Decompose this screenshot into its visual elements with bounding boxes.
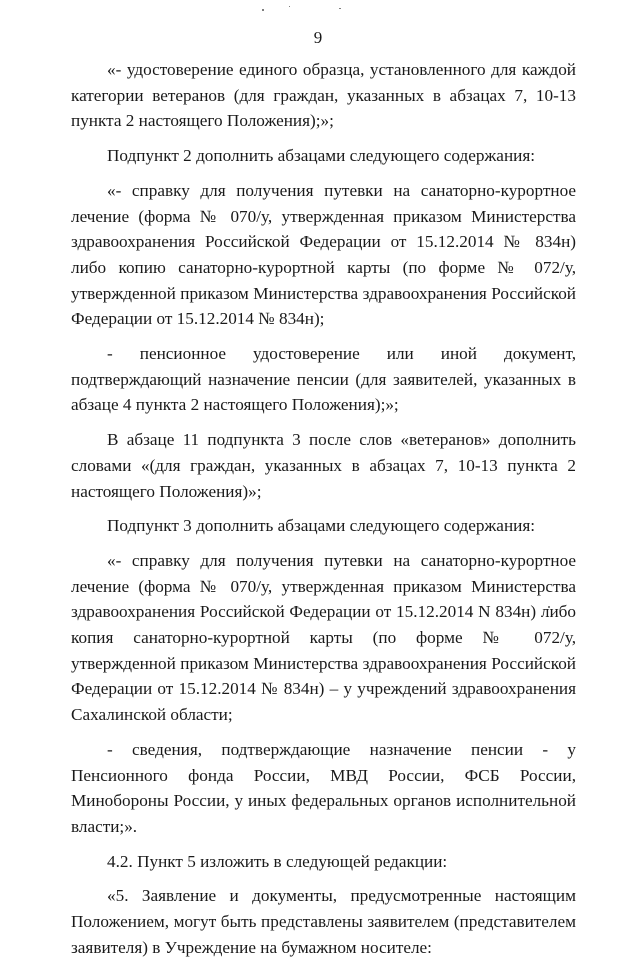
paragraph: «- справку для получения путевки на санаторно-курортное лечение (форма № 070/у, утвержденная приказом Министерства здравоохранения Российской Федерации от 15.12.2014 N 834н) либо копия санаторно-курортной карты (по форме № 072/у, утвержденной приказом Министерства здравоохранения Российской Федерации от 15.12.2014 № 834н) – у учреждений здравоохранения Сахалинской области; [71,550,576,725]
paragraph: - сведения, подтверждающие назначение пенсии - у Пенсионного фонда России, МВД России, ФСБ России, Минобороны России, у иных федеральных органов исполнительной власти;». [71,739,576,836]
paragraph: 4.2. Пункт 5 изложить в следующей редакции: [107,851,448,871]
paragraph: «- справку для получения путевки на санаторно-курортное лечение (форма № 070/у, утвержденная приказом Министерства здравоохранения Российской Федерации от 15.12.2014 № 834н) либо копию санаторно-курортной карты (по форме № 072/у, утвержденной приказом Министерства здравоохранения Российской Федерации от 15.12.2014 № 834н); [71,180,576,329]
paragraph: Подпункт 3 дополнить абзацами следующего содержания: [107,516,536,536]
page-number: 9 [313,28,323,47]
scan-speck [339,8,341,9]
paragraph: Подпункт 2 дополнить абзацами следующего содержания: [107,146,536,166]
document-body [71,57,576,961]
paragraph: «- удостоверение единого образца, установленного для каждой категории ветеранов (для граждан, указанных в абзацах 7, 10-13 пункта 2 настоящего Положения);»; [71,60,576,131]
scan-speck [289,6,290,7]
paragraph: - пенсионное удостоверение или иной документ, подтверждающий назначение пенсии (для заявителей, указанных в абзаце 4 пункта 2 настоящего Положения);»; [71,344,576,415]
scan-speck [262,9,264,11]
paragraph: «5. Заявление и документы, предусмотренные настоящим Положением, могут быть представлены заявителем (представителем заявителя) в Учреждение на бумажном носителе: [71,886,576,957]
paragraph: В абзаце 11 подпункта 3 после слов «ветеранов» дополнить словами «(для граждан, указанных в абзацах 7, 10-13 пункта 2 настоящего Положения)»; [71,430,576,501]
